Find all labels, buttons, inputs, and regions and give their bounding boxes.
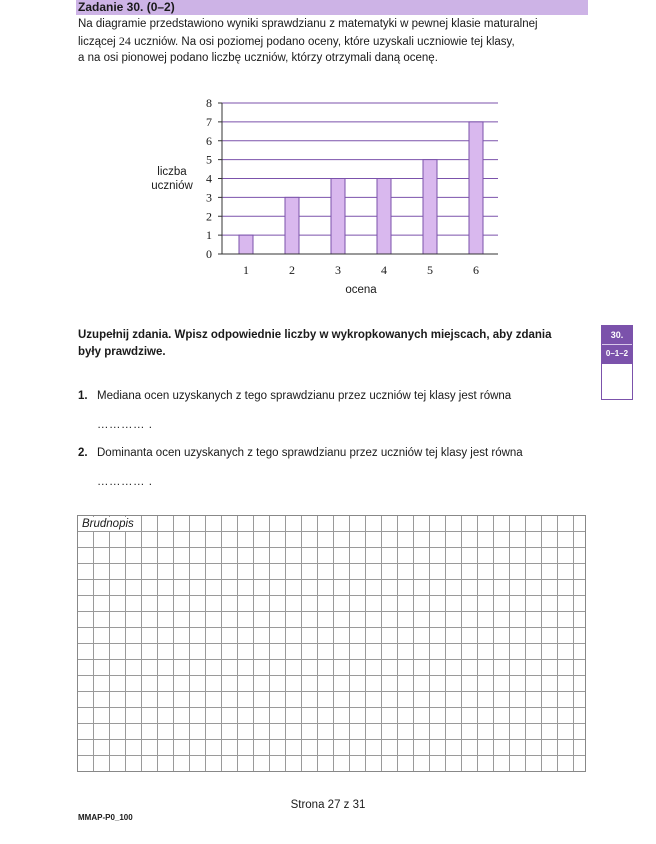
x-tick-label-2: 2 <box>289 263 295 277</box>
chart-bars <box>239 122 483 254</box>
item-1 <box>78 389 511 403</box>
bar-ocena-2 <box>285 197 299 254</box>
score-task-number: 30. <box>602 326 632 344</box>
chart-y-axis-label-line1: liczba <box>157 166 187 178</box>
chart-x-tick-labels <box>243 263 479 277</box>
y-tick-label-7: 7 <box>206 114 212 129</box>
y-tick-label-2: 2 <box>206 209 212 224</box>
instruction-line-2: były prawdziwe. <box>78 345 166 358</box>
y-tick-label-1: 1 <box>206 228 212 243</box>
page-number: Strona 27 z 31 <box>290 799 366 811</box>
bar-ocena-5 <box>423 160 437 254</box>
x-tick-label-5: 5 <box>427 263 433 277</box>
y-tick-label-4: 4 <box>206 171 212 186</box>
item-2-answer-blank[interactable]: ………… . <box>97 476 153 488</box>
document-code: MMAP-P0_100 <box>78 813 133 822</box>
item-1-number: 1. <box>78 390 88 402</box>
intro-line-1: Na diagramie przedstawiono wyniki sprawdzianu z matematyki w pewnej klasie maturalnej <box>78 18 538 30</box>
item-2 <box>78 446 523 460</box>
item-1-answer-blank[interactable]: ………… . <box>97 419 153 431</box>
instruction-line-1: Uzupełnij zdania. Wpisz odpowiednie liczby w wykropkowanych miejscach, aby zdania <box>78 329 552 341</box>
item-2-text: Dominanta ocen uzyskanych z tego sprawdzianu przez uczniów tej klasy jest równa <box>97 447 523 459</box>
instruction <box>78 327 593 360</box>
x-tick-label-4: 4 <box>381 263 387 277</box>
intro-line-3: a na osi pionowej podano liczbę uczniów, którzy otrzymali daną ocenę. <box>78 52 438 64</box>
task-title: Zadanie 30. (0–2) <box>78 0 175 14</box>
intro-number: 24 <box>118 33 131 48</box>
chart-y-axis-label-line2: uczniów <box>151 180 193 192</box>
score-box <box>601 325 633 400</box>
intro-line-2-start: liczącej <box>78 35 119 48</box>
x-tick-label-6: 6 <box>473 263 479 277</box>
bar-ocena-3 <box>331 179 345 255</box>
chart-grid <box>218 103 498 254</box>
y-tick-label-6: 6 <box>206 133 212 148</box>
chart-y-tick-labels <box>206 96 212 261</box>
bar-ocena-1 <box>239 235 253 254</box>
y-tick-label-8: 8 <box>206 96 212 110</box>
score-range: 0–1–2 <box>602 344 632 364</box>
draft-label: Brudnopis <box>82 518 134 530</box>
draft-grid[interactable] <box>77 515 586 772</box>
bar-ocena-6 <box>469 122 483 254</box>
x-tick-label-3: 3 <box>335 263 341 277</box>
y-tick-label-5: 5 <box>206 152 212 167</box>
x-tick-label-1: 1 <box>243 263 249 277</box>
item-2-number: 2. <box>78 447 88 459</box>
bar-chart <box>0 0 656 310</box>
intro-line-2-end: uczniów. Na osi poziomej podano oceny, które uzyskali uczniowie tej klasy, <box>130 35 515 48</box>
bar-ocena-4 <box>377 179 391 255</box>
y-tick-label-0: 0 <box>206 247 212 261</box>
chart-x-axis-label: ocena <box>345 284 377 296</box>
item-1-text: Mediana ocen uzyskanych z tego sprawdzianu przez uczniów tej klasy jest równa <box>97 390 512 402</box>
y-tick-label-3: 3 <box>206 190 212 205</box>
